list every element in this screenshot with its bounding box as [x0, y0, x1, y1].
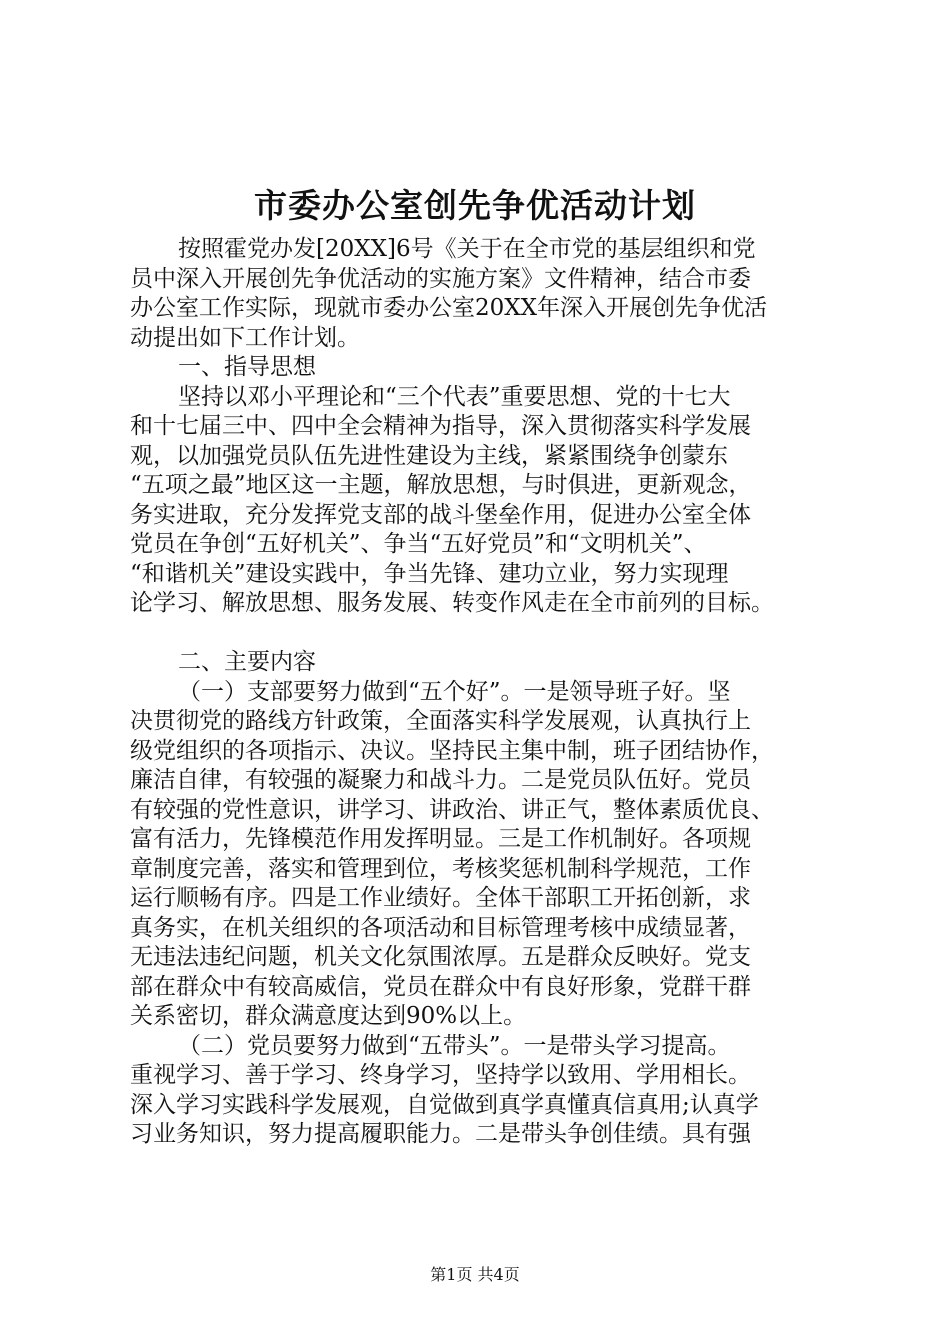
- paragraph-line: 党员在争创“五好机关”、争当“五好党员”和“文明机关”、: [130, 531, 707, 557]
- paragraph-line: 富有活力，先锋模范作用发挥明显。三是工作机制好。各项规: [130, 826, 751, 852]
- section-heading: 一、指导思想: [178, 354, 316, 380]
- paragraph-line: 决贯彻党的路线方针政策，全面落实科学发展观，认真执行上: [130, 708, 751, 734]
- paragraph-line: 级党组织的各项指示、决议。坚持民主集中制，班子团结协作，: [130, 737, 774, 764]
- paragraph-line: 按照霍党办发[20XX]6号《关于在全市党的基层组织和党: [178, 236, 756, 262]
- paragraph-line: 有较强的党性意识，讲学习、讲政治、讲正气，整体素质优良、: [130, 796, 774, 823]
- paragraph-gap: [130, 619, 830, 649]
- paragraph-line: 廉洁自律，有较强的凝聚力和战斗力。二是党员队伍好。党员: [130, 767, 751, 793]
- page-number-footer: 第1页 共4页: [430, 1265, 520, 1284]
- document-title: 市委办公室创先争优活动计划: [254, 186, 696, 225]
- paragraph-line: 习业务知识，努力提高履职能力。二是带头争创佳绩。具有强: [130, 1121, 751, 1147]
- paragraph-line: 动提出如下工作计划。: [130, 324, 360, 351]
- paragraph-line: 坚持以邓小平理论和“三个代表”重要思想、党的十七大: [178, 383, 731, 410]
- paragraph-line: “和谐机关”建设实践中，争当先锋、建功立业，努力实现理: [130, 560, 729, 587]
- paragraph-line: 办公室工作实际，现就市委办公室20XX年深入开展创先争优活: [130, 295, 768, 321]
- paragraph-line: 章制度完善，落实和管理到位，考核奖惩机制科学规范，工作: [130, 855, 751, 882]
- paragraph-line: “五项之最”地区这一主题，解放思想，与时俱进，更新观念，: [130, 472, 752, 498]
- paragraph-line: 重视学习、善于学习、终身学习，坚持学以致用、学用相长。: [130, 1062, 751, 1088]
- paragraph-line: 员中深入开展创先争优活动的实施方案》文件精神，结合市委: [130, 265, 751, 292]
- section-heading: 二、主要内容: [178, 649, 316, 675]
- paragraph-line: 运行顺畅有序。四是工作业绩好。全体干部职工开拓创新，求: [130, 885, 751, 911]
- paragraph-line: 务实进取，充分发挥党支部的战斗堡垒作用，促进办公室全体: [130, 501, 751, 528]
- paragraph-line: （二）党员要努力做到“五带头”。一是带头学习提高。: [178, 1032, 731, 1059]
- paragraph-line: 和十七届三中、四中全会精神为指导，深入贯彻落实科学发展: [130, 413, 751, 439]
- paragraph-line: 观，以加强党员队伍先进性建设为主线，紧紧围绕争创蒙东: [130, 442, 728, 469]
- paragraph-line: 关系密切，群众满意度达到90%以上。: [130, 1003, 527, 1029]
- paragraph-line: 论学习、解放思想、服务发展、转变作风走在全市前列的目标。: [130, 590, 774, 616]
- paragraph-line: 部在群众中有较高威信，党员在群众中有良好形象，党群干群: [130, 973, 751, 1000]
- document-body: [130, 235, 830, 1150]
- paragraph-line: （一）支部要努力做到“五个好”。一是领导班子好。坚: [178, 678, 731, 705]
- paragraph-line: 真务实，在机关组织的各项活动和目标管理考核中成绩显著，: [130, 914, 751, 941]
- paragraph-line: 深入学习实践科学发展观，自觉做到真学真懂真信真用;认真学: [130, 1091, 759, 1118]
- paragraph-line: 无违法违纪问题，机关文化氛围浓厚。五是群众反映好。党支: [130, 944, 751, 970]
